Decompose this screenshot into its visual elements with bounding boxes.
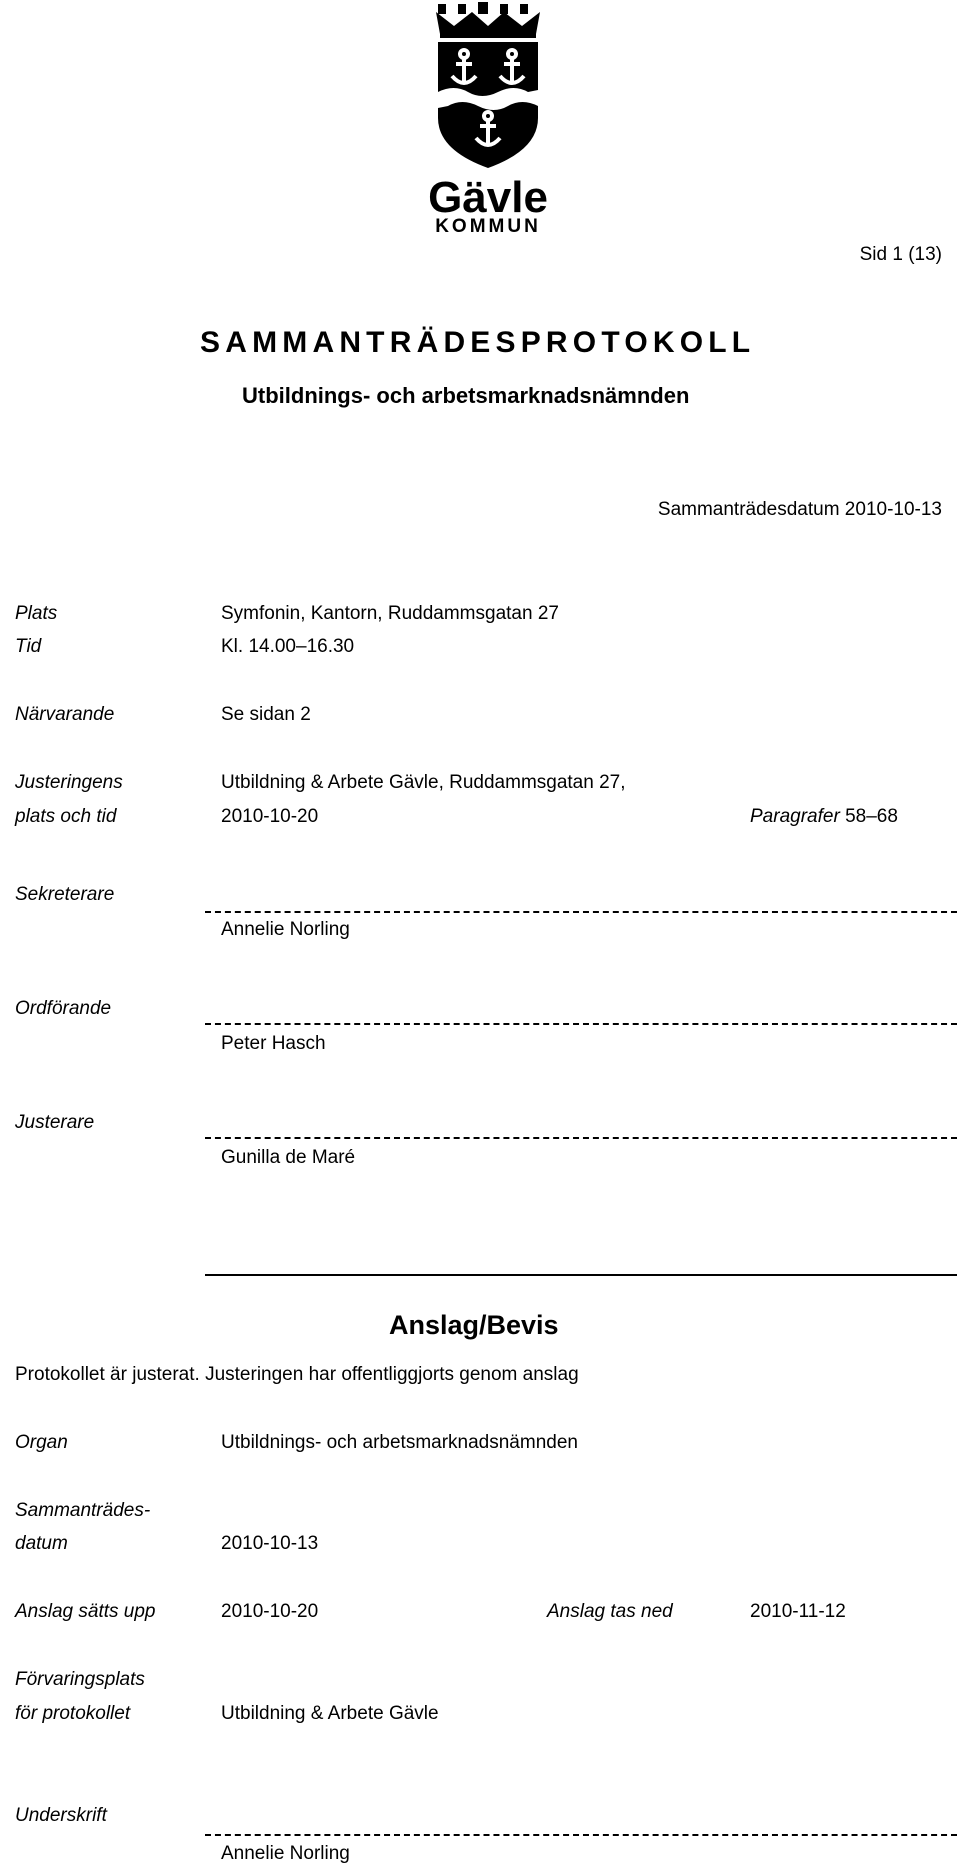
- paragrafer-label: Paragrafer: [750, 806, 840, 827]
- justerare-label: Justerare: [15, 1112, 95, 1133]
- justering-value-2: 2010-10-20: [221, 806, 319, 827]
- narvarande-value: Se sidan 2: [221, 704, 311, 725]
- sekreterare-label: Sekreterare: [15, 884, 115, 905]
- datum-label-2: datum: [15, 1533, 68, 1554]
- shield-icon: [438, 42, 538, 168]
- tid-label: Tid: [15, 636, 42, 657]
- crown-icon: [436, 2, 540, 38]
- tid-value: Kl. 14.00–16.30: [221, 636, 355, 657]
- justering-value-1: Utbildning & Arbete Gävle, Ruddammsgatan 27,: [221, 772, 626, 793]
- paragrafer-value: 58–68: [845, 806, 898, 827]
- forvaring-label-2: för protokollet: [15, 1703, 131, 1724]
- signature-line-ordforande: [205, 1023, 957, 1025]
- datum-label-1: Sammanträdes-: [15, 1500, 151, 1521]
- plats-label: Plats: [15, 603, 58, 624]
- signature-line-justerare: [205, 1137, 957, 1139]
- section-divider: [205, 1274, 957, 1276]
- justering-label-2: plats och tid: [15, 806, 117, 827]
- forvaring-label-1: Förvaringsplats: [15, 1669, 145, 1690]
- gavle-kommun-logo: [424, 0, 552, 236]
- page-number: Sid 1 (13): [859, 244, 942, 265]
- datum-value: 2010-10-13: [221, 1533, 319, 1554]
- ordforande-name: Peter Hasch: [221, 1033, 326, 1054]
- anslag-heading: Anslag/Bevis: [389, 1310, 559, 1340]
- paragrafer: [750, 806, 898, 828]
- sekreterare-name: Annelie Norling: [221, 919, 350, 940]
- anslag-ned-label: Anslag tas ned: [547, 1601, 673, 1622]
- logo-name: Gävle: [428, 173, 548, 222]
- underskrift-name: Annelie Norling: [221, 1843, 350, 1864]
- logo-sub: KOMMUN: [435, 216, 541, 236]
- underskrift-label: Underskrift: [15, 1805, 107, 1826]
- narvarande-label: Närvarande: [15, 704, 115, 725]
- document-title: SAMMANTRÄDESPROTOKOLL: [200, 326, 756, 359]
- plats-value: Symfonin, Kantorn, Ruddammsgatan 27: [221, 603, 559, 624]
- organ-value: Utbildnings- och arbetsmarknadsnämnden: [221, 1432, 578, 1453]
- document-subtitle: Utbildnings- och arbetsmarknadsnämnden: [242, 383, 690, 408]
- justering-label-1: Justeringens: [15, 772, 123, 793]
- anslag-upp-label: Anslag sätts upp: [15, 1601, 156, 1622]
- justerare-name: Gunilla de Maré: [221, 1147, 356, 1168]
- meeting-date: Sammanträdesdatum 2010-10-13: [657, 499, 942, 520]
- anslag-upp-value: 2010-10-20: [221, 1601, 319, 1622]
- forvaring-value: Utbildning & Arbete Gävle: [221, 1703, 439, 1724]
- organ-label: Organ: [15, 1432, 68, 1453]
- signature-line-underskrift: [205, 1834, 957, 1836]
- anslag-statement: Protokollet är justerat. Justeringen har offentliggjorts genom anslag: [15, 1364, 579, 1385]
- anslag-ned-value: 2010-11-12: [750, 1601, 846, 1622]
- signature-line-sekreterare: [205, 911, 957, 913]
- ordforande-label: Ordförande: [15, 998, 112, 1019]
